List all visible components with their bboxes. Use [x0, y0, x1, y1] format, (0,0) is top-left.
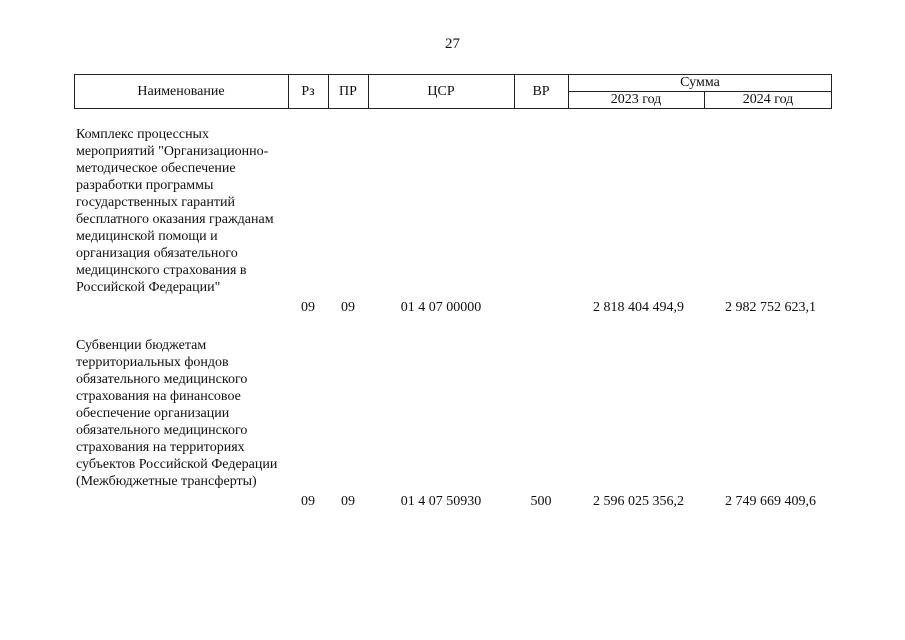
header-sum: Сумма — [680, 75, 720, 90]
header-name: Наименование — [137, 84, 225, 99]
table-row — [74, 126, 832, 321]
header-csr: ЦСР — [427, 84, 455, 99]
table-header — [74, 74, 832, 109]
row-rz: 09 — [301, 494, 315, 509]
row-csr: 01 4 07 00000 — [400, 300, 482, 315]
header-year-2024: 2024 год — [742, 92, 794, 107]
table-row — [74, 337, 832, 515]
row-sum-2023: 2 818 404 494,9 — [593, 300, 684, 315]
row-name: Комплекс процессных мероприятий "Организационно-методическое обеспечение разработки программы государственных гарантий бесплатного оказания гражданам медицинской помощи и организация обязательного медицинского страхования в Российской Федерации" — [76, 127, 274, 295]
header-rz: Рз — [301, 84, 315, 99]
row-pr: 09 — [341, 494, 355, 509]
row-csr: 01 4 07 50930 — [400, 494, 482, 509]
header-pr: ПР — [339, 84, 357, 99]
row-sum-2024: 2 749 669 409,6 — [725, 494, 816, 509]
header-year-2023: 2023 год — [610, 92, 662, 107]
row-sum-2023: 2 596 025 356,2 — [593, 494, 684, 509]
row-vr: 500 — [530, 494, 552, 509]
page-number: 27 — [445, 36, 460, 52]
row-sum-2024: 2 982 752 623,1 — [725, 300, 816, 315]
header-bottom-border — [74, 108, 832, 109]
row-rz: 09 — [301, 300, 315, 315]
row-pr: 09 — [341, 300, 355, 315]
header-vr: ВР — [532, 84, 550, 99]
row-name: Субвенции бюджетам территориальных фондов обязательного медицинского страхования на финансовое обеспечение организации обязательного медицинского страхования на территориях субъектов Российской Федерации (Межбюджетные трансферты) — [76, 338, 278, 489]
